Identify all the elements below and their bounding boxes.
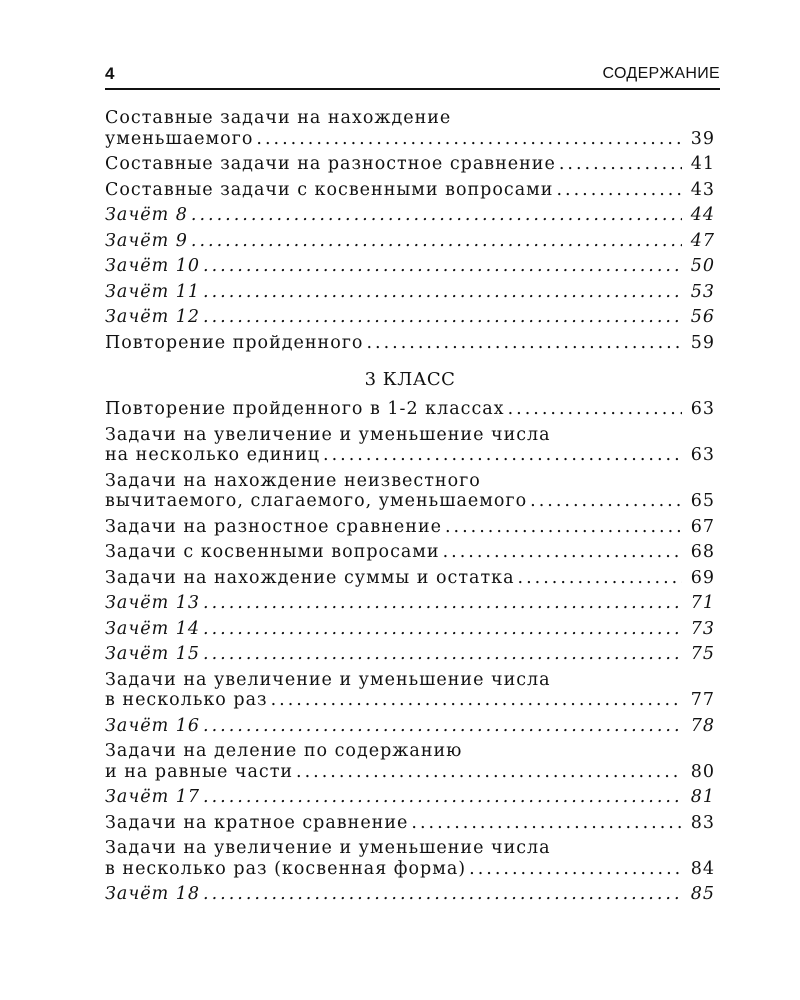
toc-entry-leader-line <box>105 762 715 783</box>
toc-entry-title: и на равные части <box>105 761 294 782</box>
dot-leader <box>203 644 682 665</box>
page-number: 4 <box>105 64 115 83</box>
toc-entry-title: в несколько раз (косвенная форма) <box>105 858 467 879</box>
toc-entry-leader-line <box>105 333 715 354</box>
toc-entry-title: Повторение пройденного в 1-2 классах <box>105 399 505 419</box>
dot-leader <box>203 256 682 277</box>
dot-leader <box>203 716 682 737</box>
toc-entry-leader-line <box>105 716 715 737</box>
toc-page-number: 65 <box>690 491 715 511</box>
toc-entry <box>105 471 715 512</box>
toc-entry-leader-line <box>105 180 715 201</box>
toc-entry <box>105 307 715 328</box>
dot-leader <box>508 399 682 420</box>
toc-page-number: 67 <box>690 516 715 537</box>
toc-entry <box>105 593 715 614</box>
toc-entry <box>105 205 715 226</box>
dot-leader <box>271 690 682 711</box>
dot-leader <box>366 333 682 354</box>
toc-entry-leader-line <box>105 593 715 614</box>
toc-entry-title: Зачёт 13 <box>105 593 201 613</box>
toc-entry-title: Повторение пройденного <box>105 332 364 353</box>
section-heading: 3 КЛАСС <box>364 369 456 390</box>
dot-leader <box>191 205 682 226</box>
toc-page-number: 41 <box>690 154 715 174</box>
toc-entry <box>105 154 715 175</box>
toc-entry <box>105 180 715 201</box>
running-header <box>105 64 720 90</box>
toc-page-number: 47 <box>690 230 715 251</box>
toc-entry-title: Задачи с косвенными вопросами <box>105 542 440 562</box>
dot-leader <box>559 154 682 175</box>
toc-page-number: 69 <box>690 567 715 588</box>
toc-group-continued <box>105 108 715 353</box>
dot-leader <box>530 491 682 512</box>
toc-entry <box>105 542 715 563</box>
toc-page-number: 73 <box>690 618 715 639</box>
toc-entry-title: Зачёт 16 <box>105 715 201 736</box>
toc-entry <box>105 884 715 905</box>
toc-entry-title: Составные задачи с косвенными вопросами <box>105 179 554 200</box>
toc-entry-title: Зачёт 15 <box>105 644 201 664</box>
toc-entry-title: Составные задачи на разностное сравнение <box>105 154 556 174</box>
toc-entry-leader-line <box>105 859 715 880</box>
dot-leader <box>469 859 682 880</box>
toc-entry-leader-line <box>105 491 715 512</box>
toc-entry-title: Зачёт 12 <box>105 307 201 327</box>
toc-entry <box>105 282 715 303</box>
running-title: СОДЕРЖАНИЕ <box>602 65 720 82</box>
toc-entry-title-line: Задачи на увеличение и уменьшение числа <box>105 424 551 445</box>
toc-entry-leader-line <box>105 813 715 834</box>
toc-page-number: 84 <box>690 858 715 879</box>
toc-entry-title: Задачи на кратное сравнение <box>105 812 409 833</box>
dot-leader <box>445 517 682 538</box>
toc-entry <box>105 231 715 252</box>
toc-entry <box>105 787 715 808</box>
toc-entry-leader-line <box>105 205 715 226</box>
toc-entry-title-line: Задачи на деление по содержанию <box>105 741 463 761</box>
toc-page-number: 56 <box>690 307 715 327</box>
dot-leader <box>203 593 682 614</box>
toc-page-number: 39 <box>690 128 715 149</box>
toc-entry-title-line: Задачи на увеличение и уменьшение числа <box>105 838 551 858</box>
toc-entry <box>105 517 715 538</box>
toc-page-number: 71 <box>690 593 715 613</box>
toc-entry-title: Зачёт 11 <box>105 281 201 302</box>
toc-page-number: 78 <box>690 715 715 736</box>
toc-entry-title-line: Задачи на увеличение и уменьшение числа <box>105 669 551 690</box>
toc-page-number: 43 <box>690 179 715 200</box>
dot-leader <box>556 180 682 201</box>
toc-entry-title: Зачёт 10 <box>105 256 201 276</box>
toc-page-number: 77 <box>690 690 715 710</box>
toc-page-number: 85 <box>690 884 715 904</box>
toc-entry-leader-line <box>105 231 715 252</box>
dot-leader <box>203 884 682 905</box>
toc-entry-title: Задачи на разностное сравнение <box>105 516 442 537</box>
toc-entry-leader-line <box>105 307 715 328</box>
toc-entry-title: на несколько единиц <box>105 445 321 465</box>
toc-entry-leader-line <box>105 282 715 303</box>
toc-entry-leader-line <box>105 568 715 589</box>
toc-entry-title: Зачёт 17 <box>105 787 201 807</box>
toc-entry-leader-line <box>105 154 715 175</box>
toc-entry <box>105 741 715 782</box>
toc-entry-leader-line <box>105 129 715 150</box>
dot-leader <box>203 787 682 808</box>
toc-entry-title: Зачёт 18 <box>105 884 201 904</box>
toc-page-number: 53 <box>690 281 715 302</box>
toc-entry <box>105 644 715 665</box>
toc-entry <box>105 716 715 737</box>
toc-entry-leader-line <box>105 787 715 808</box>
toc-entry <box>105 333 715 354</box>
toc-page-number: 80 <box>690 761 715 782</box>
toc-entry-title: Зачёт 14 <box>105 618 201 639</box>
toc-group-grade-3 <box>105 399 715 905</box>
toc-page-number: 63 <box>690 445 715 465</box>
dot-leader <box>256 129 682 150</box>
dot-leader <box>323 445 682 466</box>
toc-entry <box>105 619 715 640</box>
toc-entry-title: в несколько раз <box>105 690 268 710</box>
toc-entry <box>105 670 715 711</box>
dot-leader <box>203 282 682 303</box>
toc-entry-leader-line <box>105 256 715 277</box>
toc-page-number: 68 <box>690 542 715 562</box>
toc-entry-leader-line <box>105 445 715 466</box>
toc-entry-title: уменьшаемого <box>105 128 254 149</box>
dot-leader <box>411 813 682 834</box>
toc-entry-title: Зачёт 9 <box>105 230 188 251</box>
toc-entry <box>105 568 715 589</box>
toc-entry-leader-line <box>105 517 715 538</box>
toc-entry-leader-line <box>105 399 715 420</box>
toc-entry-title: вычитаемого, слагаемого, уменьшаемого <box>105 491 528 511</box>
toc-page-number: 75 <box>690 644 715 664</box>
toc-page-number: 44 <box>690 205 715 225</box>
toc-entry <box>105 813 715 834</box>
toc-entry-leader-line <box>105 542 715 563</box>
toc-entry-leader-line <box>105 644 715 665</box>
dot-leader <box>191 231 682 252</box>
toc-page-number: 83 <box>690 812 715 833</box>
toc-entry <box>105 425 715 466</box>
toc-entry-title: Задачи на нахождение суммы и остатка <box>105 567 515 588</box>
dot-leader <box>296 762 682 783</box>
toc-entry-leader-line <box>105 884 715 905</box>
toc-page-number: 50 <box>690 256 715 276</box>
toc-entry <box>105 399 715 420</box>
toc-entry <box>105 256 715 277</box>
toc-entry <box>105 838 715 879</box>
toc-page-number: 81 <box>690 787 715 807</box>
dot-leader <box>203 619 682 640</box>
toc-entry-leader-line <box>105 619 715 640</box>
dot-leader <box>443 542 682 563</box>
dot-leader <box>518 568 682 589</box>
table-of-contents <box>105 108 715 910</box>
toc-entry-leader-line <box>105 690 715 711</box>
toc-entry-title: Зачёт 8 <box>105 205 188 225</box>
dot-leader <box>203 307 682 328</box>
toc-entry-title-line: Составные задачи на нахождение <box>105 108 452 128</box>
toc-page-number: 63 <box>690 399 715 419</box>
toc-page-number: 59 <box>690 332 715 353</box>
toc-entry <box>105 108 715 149</box>
toc-entry-title-line: Задачи на нахождение неизвестного <box>105 470 481 491</box>
